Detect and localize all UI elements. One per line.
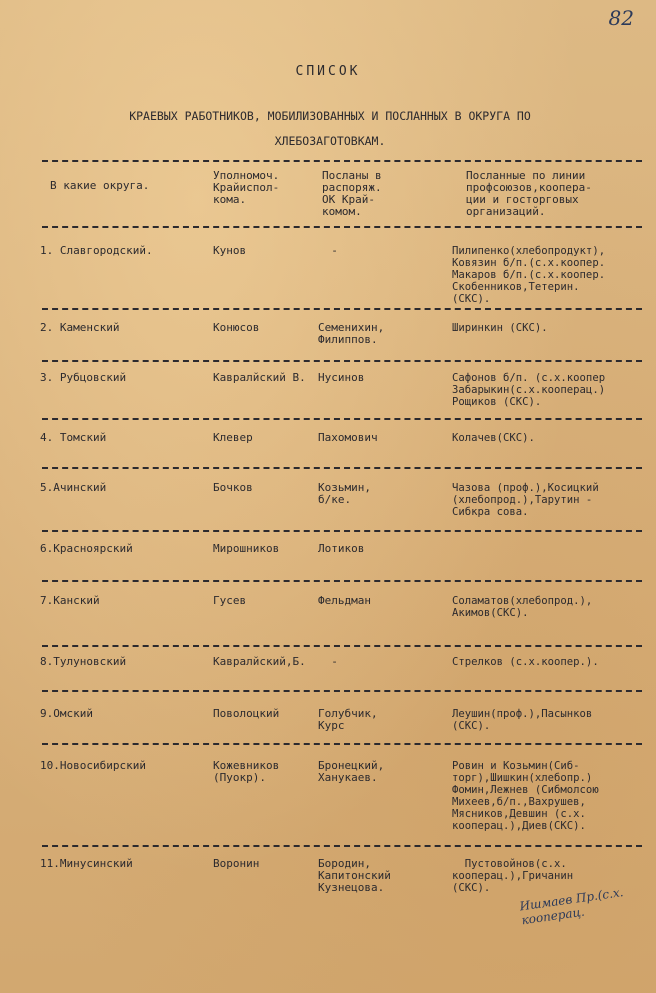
row-2-org: Ширинкин (СКС). [452, 322, 548, 334]
row-9-district: 9.Омский [40, 707, 93, 720]
header-district: В какие округа. [50, 179, 150, 192]
document-subtitle [70, 104, 590, 154]
row-11-district: 11.Минусинский [40, 857, 133, 870]
divider [42, 160, 642, 162]
document-title: СПИСОК [295, 64, 361, 79]
row-1-org: Пилипенко(хлебопродукт), Ковязин б/п.(с.х.коопер. Макаров б/п.(с.х.коопер. Скобенников,Тетерин. (СКС). [452, 245, 606, 305]
divider [42, 743, 642, 745]
row-4-org: Колачев(СКС). [452, 432, 535, 444]
row-2-sent: Семенихин, Филиппов. [318, 321, 385, 346]
row-1-authorized: Кунов [213, 244, 247, 257]
divider [42, 690, 642, 692]
row-6-authorized: Мирошников [213, 542, 280, 555]
divider [42, 467, 642, 469]
divider [42, 645, 642, 647]
row-11-org: Пустовойнов(с.х. кооперац.),Гричанин (СКС). [452, 858, 574, 894]
row-10-authorized: Кожевников (Пуокр). [213, 759, 280, 784]
divider [42, 360, 642, 362]
row-4-district: 4. Томский [40, 431, 107, 444]
row-1-district: 1. Славгородский. [40, 244, 153, 257]
row-9-authorized: Поволоцкий [213, 707, 280, 720]
row-8-org: Стрелков (с.х.коопер.). [452, 656, 599, 668]
row-10-sent: Бронецкий, Ханукаев. [318, 759, 385, 784]
subtitle-line-2: ХЛЕБОЗАГОТОВКАМ. [274, 134, 386, 148]
header-sent: Посланы в распоряж. ОК Край- комом. [322, 169, 382, 218]
divider [42, 308, 642, 310]
divider [42, 418, 642, 420]
row-6-sent: Лотиков [318, 542, 365, 555]
row-5-org: Чазова (проф.),Косицкий (хлебопрод.),Тарутин - Сибкра сова. [452, 482, 599, 518]
row-10-district: 10.Новосибирский [40, 759, 146, 772]
row-7-sent: Фельдман [318, 594, 371, 607]
row-3-org: Сафонов б/п. (с.х.коопер Забарыкин(с.х.кооперац.) Рощиков (СКС). [452, 372, 606, 408]
divider [42, 580, 642, 582]
row-7-authorized: Гусев [213, 594, 247, 607]
row-2-authorized: Конюсов [213, 321, 260, 334]
row-5-authorized: Бочков [213, 481, 253, 494]
divider [42, 845, 642, 847]
row-9-org: Леушин(проф.),Пасынков (СКС). [452, 708, 593, 732]
row-11-sent: Бородин, Капитонский Кузнецова. [318, 857, 391, 894]
row-6-district: 6.Красноярский [40, 542, 133, 555]
row-7-org: Соламатов(хлебопрод.), Акимов(СКС). [452, 595, 593, 619]
divider [42, 226, 642, 228]
row-8-district: 8.Тулуновский [40, 655, 127, 668]
handwritten-note: Ишмаев Пр.(с.х. кооперац. [518, 885, 625, 928]
row-5-sent: Козьмин, б/ке. [318, 481, 371, 506]
row-11-authorized: Воронин [213, 857, 260, 870]
header-org: Посланные по линии профсоюзов,коопера- ции и госторговых организаций. [466, 169, 592, 218]
row-1-sent: - [318, 244, 338, 257]
row-8-authorized: Кавралйский,Б. [213, 655, 306, 668]
row-5-district: 5.Ачинский [40, 481, 107, 494]
row-3-district: 3. Рубцовский [40, 371, 127, 384]
row-8-sent: - [318, 655, 338, 668]
row-3-sent: Нусинов [318, 371, 365, 384]
row-7-district: 7.Канский [40, 594, 100, 607]
page-number: 82 [608, 6, 634, 30]
subtitle-line-1: КРАЕВЫХ РАБОТНИКОВ, МОБИЛИЗОВАННЫХ И ПОСЛАННЫХ В ОКРУГА ПО [129, 109, 531, 123]
row-9-sent: Голубчик, Курс [318, 707, 378, 732]
row-4-sent: Пахомович [318, 431, 378, 444]
row-2-district: 2. Каменский [40, 321, 120, 334]
row-4-authorized: Клевер [213, 431, 253, 444]
row-10-org: Ровин и Козьмин(Сиб- торг),Шишкин(хлебопр.) Фомин,Лежнев (Сибмолсою Михеев,б/п.,Вахрушев, Мясников,Девшин (с.х. кооперац.),Диев(СКС). [452, 760, 599, 832]
divider [42, 530, 642, 532]
header-authorized: Уполномоч. Крайиспол- кома. [213, 169, 280, 206]
row-3-authorized: Кавралйский В. [213, 371, 306, 384]
